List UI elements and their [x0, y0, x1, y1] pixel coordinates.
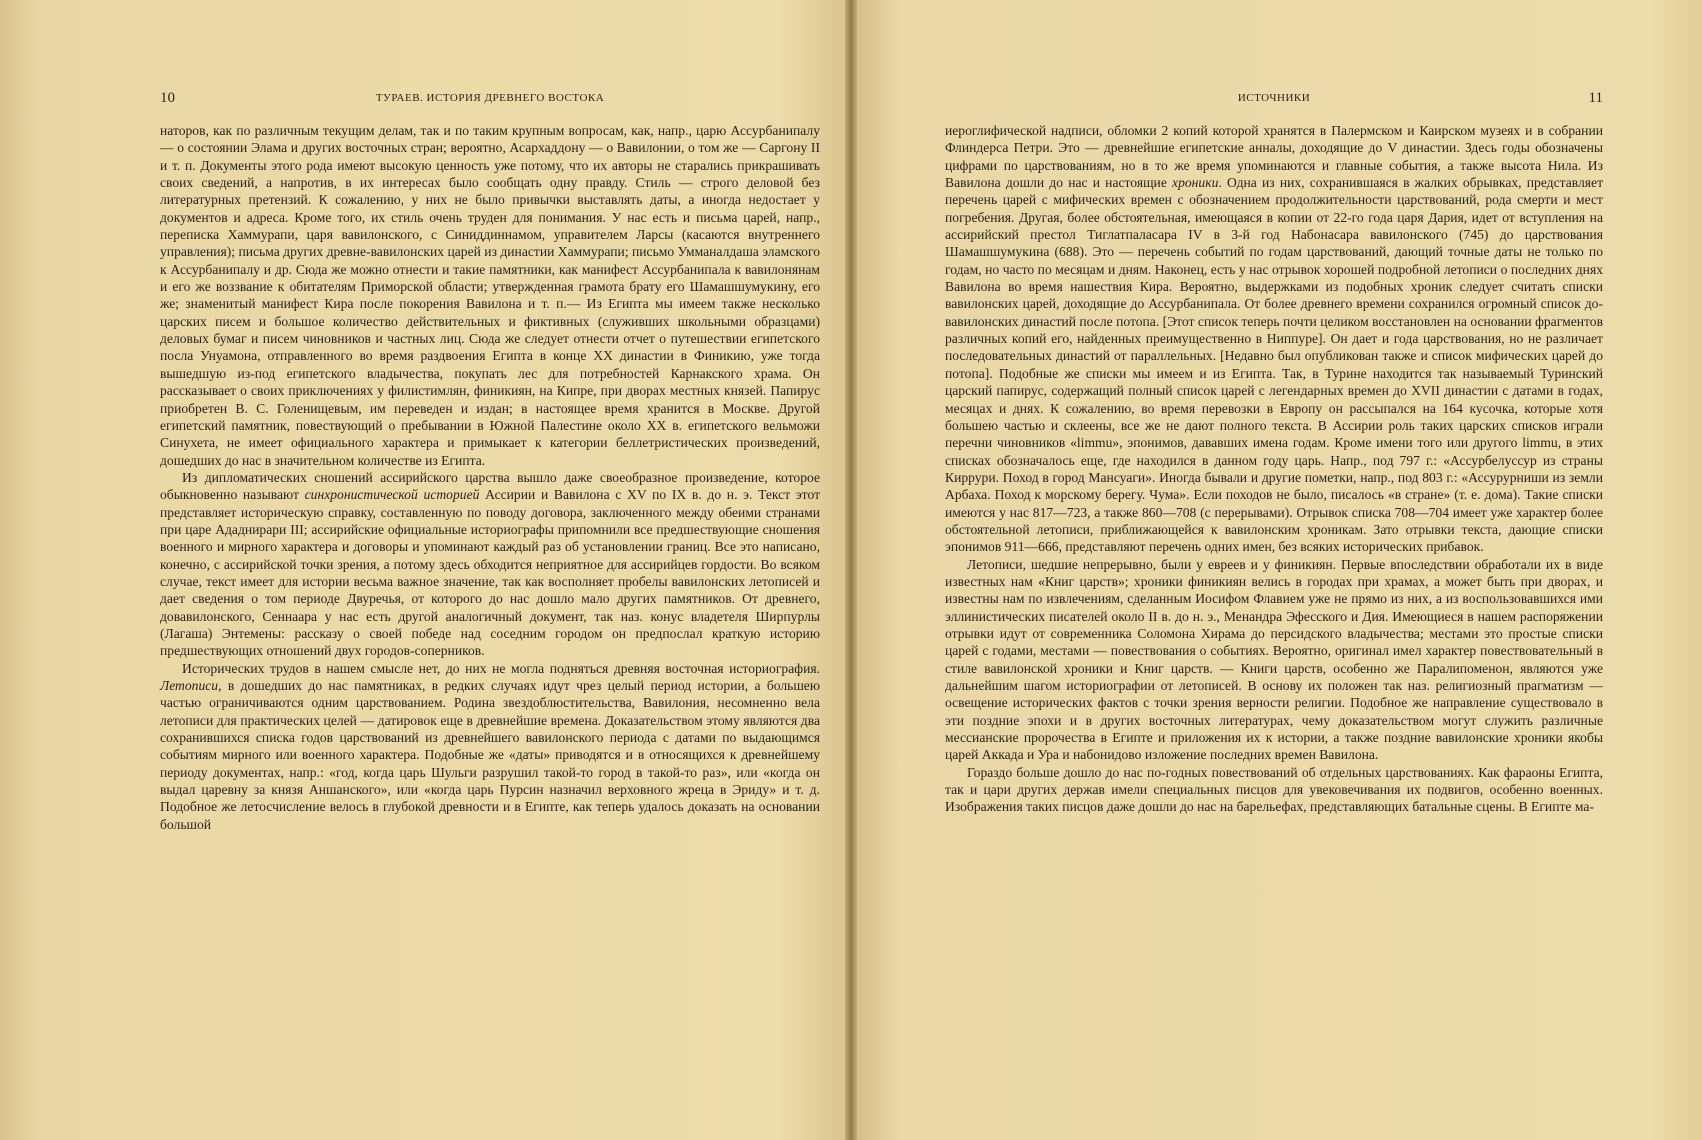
emphasis: Летописи [160, 678, 219, 693]
paragraph: иероглифической надписи, обломки 2 копий которой хранятся в Палермском и Каирском музеях и в собрании Флиндерса Петри. Это — древнейшие египетские анналы, доходящие до V династии. Здесь годы обозначены цифрами по царствованиям, но в то же время упоминаются и главные события, а также высота Нила. Из Вавилона дошли до нас и настоящие хроники. Одна из них, сохранившаяся в жалких обрывках, представляет перечень царей с мифических времен с обозначением продолжительности царствований, рода смерти и мест погребения. Другая, более обстоятельная, имеющаяся в копии от 22-го года царя Дария, идет от вступления на ассирийский престол Тиглатпаласара IV в 3-й год Набонасара вавилонского (745) до царствования Шамашшумукина (688). Это — перечень событий по годам царствований, дающий точные даты не только по годам, но часто по месяцам и дням. Наконец, есть у нас отрывок хорошей подробной летописи о последних днях Вавилона во время нашествия Кира. Вероятно, выдержками из подобных хроник следует считать списки вавилонских царей, доходящие до Ассурбанипала. От более древнего времени сохранился огромный список до-вавилонских династий после потопа. [Этот список теперь почти целиком восстановлен на основании фрагментов различных копий его, найденных преимущественно в Ниппуре]. Он дает и года царствования, но не различает последовательных династий от параллельных. [Недавно был опубликован также и список мифических царей до потопа]. Подобные же списки мы имеем и из Египта. Так, в Турине находится так называемый Туринский царский папирус, содержащий полный список царей с легендарных времен до XVII династии с датами в годах, месяцах и днях. К сожалению, во время перевозки в Европу он рассыпался на 164 кусочка, которые хотя большею частью и склеены, все же не дают полного текста. В Ассирии роль таких царских списков играли перечни чиновников «limmu», эпонимов, дававших имена годам. Кроме имени того или другого limmu, в этих списках обозначалось еще, где находился в данном году царь. Напр., под 797 г.: «Ассурбелуссур из страны Киррури. Поход в город Мансуаги». Иногда бывали и другие пометки, напр., под 803 г.: «Ассурурниши из земли Арбаха. Поход к морскому берегу. Чума». Если походов не было, писалось «в стране» (т. е. дома). Такие списки имеются у нас 817—723, а также 860—708 (с перерывами). Отрывок списка 708—704 имеет уже характер более обстоятельной летописи, приближающейся к вавилонским хроникам. Зато отрывки текста, дающие списки эпонимов 911—666, представляют перечень одних имен, без всяких исторических прибавок. [945, 123, 1604, 555]
running-head-right [945, 88, 1603, 122]
emphasis: синхронистической историей [304, 487, 480, 503]
running-head-left [160, 88, 820, 122]
paragraph: наторов, как по различным текущим делам, так и по таким крупным вопросам, как, напр., царю Ассурбанипалу — о состоянии Элама и других восточных стран; вероятно, Асархаддону — о Вавилонии, о том же — Саргону II и т. п. Документы этого рода имеют высокую ценность уже потому, что их авторы не старались прикрашивать своих сведений, а напротив, в их интересах было сообщать одну правду. Стиль — строго деловой без литературных претензий. К сожалению, у них не было привычки выставлять даты, а иногда недостает у документов и адреса. Кроме того, их стиль очень труден для понимания. У нас есть и письма царей, напр., переписка Хаммурапи, царя вавилонского, с Синиддиннамом, управителем Ларсы (касаются внутреннего управления); письма других древне-вавилонских царей из династии Хаммурапи; письмо Умманалдаша эламского к Ассурбанипалу и др. Сюда же можно отнести и такие памятники, как манифест Ассурбанипала к вавилонянам и его же воззвание к обитателям Приморской области; утвержденная грамота брату его Шамашшумукину, его же; знаменитый манифест Кира после покорения Вавилона и т. п.— Из Египта мы имеем также несколько царских писем и большое количество действительных и фиктивных (служивших школьными образцами) деловых бумаг и писем чиновников и частных лиц. Сюда же следует отнести отчет о путешествии египетского посла Унуамона, отправленного во время раздвоения Египта в конце XX династии в Финикию, уже тогда вышедшую из-под египетского владычества, покупать лес для потребностей Карнакского храма. Он рассказывает о своих приключениях у филистимлян, финикиян, на Кипре, при дворах местных князей. Папирус приобретен В. С. Голенищевым, им переведен и издан; в настоящее время хранится в Москве. Другой египетский памятник, повествующий о пребывании в Южной Палестине около XX в. египетского вельможи Синухета, не имеет официального характера и примыкает к категории беллетристических произведений, дошедших до нас в значительном количестве из Египта. [160, 123, 820, 468]
paragraph: Летописи, шедшие непрерывно, были у евреев и у финикиян. Первые впоследствии обработали их в виде известных нам «Книг царств»; хроники финикиян велись в городах при храмах, а может быть при дворах, и известны нам по извлечениям, сделанным Иосифом Флавием уже не прямо из них, а из воспользовавшихся ими эллинистических писателей около II в. до н. э., Менандра Эфесского и Дия. Имеющиеся в нашем распоряжении отрывки идут от современника Соломона Хирама до персидского владычества; местами это простые списки царей с годами, местами — повествования о событиях. Вероятно, оригинал имел характер повествовательный в стиле вавилонской хроники и Книг царств. — Книги царств, особенно же Паралипоменон, являются уже дальнейшим шагом историографии от летописей. В основу их положен так наз. религиозный прагматизм — освещение исторических фактов с точки зрения верности религии. Подобное же направление существовало в эти поздние эпохи и в других восточных литературах, чему доказательством могут служить различные мессианские пророчества в Египте и приложения их к истории, а также поздние вавилонские хроники якобы царей Аккада и Ура и набонидово изложение последних времен Вавилона. [945, 556, 1603, 763]
paragraph: Гораздо больше дошло до нас по-годных повествований об отдельных царствованиях. Как фараоны Египта, так и цари других держав имели специальных писцов для увековечивания их подвигов, особенно военных. Изображения таких писцов даже дошли до нас на барельефах, представляющих батальные сцены. В Египте ма- [945, 764, 1603, 815]
paragraph: Исторических трудов в нашем смысле нет, до них не могла подняться древняя восточная историография. Летописи, в дошедших до нас памятниках, в редких случаях идут чрез целый период истории, а большею частью ограничиваются одним царствованием. Родина звездоблюстительства, Вавилония, несомненно вела летописи для практических целей — датировок еще в древнейшие времена. Доказательством этому являются два сохранившихся списка годов царствований из древнейшего вавилонского периода с датами по выдающимся событиям мирного или военного характера. Подобные же «даты» приводятся и в относящихся к древнейшему периоду документах, напр.: «год, когда царь Шульги разрушил такой-то город в такой-то раз», или «когда он выдал царевну за князя Аншанского», или «когда царь Пурсин назначил верховного жреца в Эриду» и т. д. Подобное же летосчисление велось в глубокой древности и в Египте, как теперь удалось доказать на основании большой [160, 660, 820, 832]
body-text-left [160, 122, 820, 833]
running-head-title-right: ИСТОЧНИКИ [1237, 92, 1311, 104]
emphasis: хроники [1172, 175, 1219, 191]
book-gutter [845, 0, 857, 1140]
paragraph: Из дипломатических сношений ассирийского царства вышло даже своеобразное произведение, которое обыкновенно называют синхронистической историей Ассирии и Вавилона с XV по IX в. до н. э. Текст этот представляет историческую справку, составленную по поводу договора, заключенного между обеими странами при царе Ададнирари III; ассирийские официальные историографы припомнили все предшествующие сношения военного и мирного характера и договоры и упоминают каждый раз об установлении границ. Все это написано, конечно, с ассирийской точки зрения, а потому здесь обходится неприятное для ассирийцев гордости. Во всяком случае, текст имеет для истории весьма важное значение, так как восполняет пробелы вавилонских летописей и дает сведения о том периоде Двуречья, от которого до нас дошло мало других памятников. От древнего, довавилонского, Сеннаара у нас есть другой аналогичный документ, так наз. конус владетеля Ширпурлы (Лагаша) Энтемены: рассказу о своей победе над соседним городом он предпослал краткую историю предшествующих отношений двух городов-соперников. [160, 469, 821, 659]
page-number-left: 10 [160, 90, 175, 106]
running-head-title-left: ТУРАЕВ. ИСТОРИЯ ДРЕВНЕГО ВОСТОКА [375, 92, 605, 104]
page-number-right: 11 [1588, 90, 1603, 106]
right-page [851, 0, 1702, 1140]
body-text-right [945, 122, 1603, 816]
